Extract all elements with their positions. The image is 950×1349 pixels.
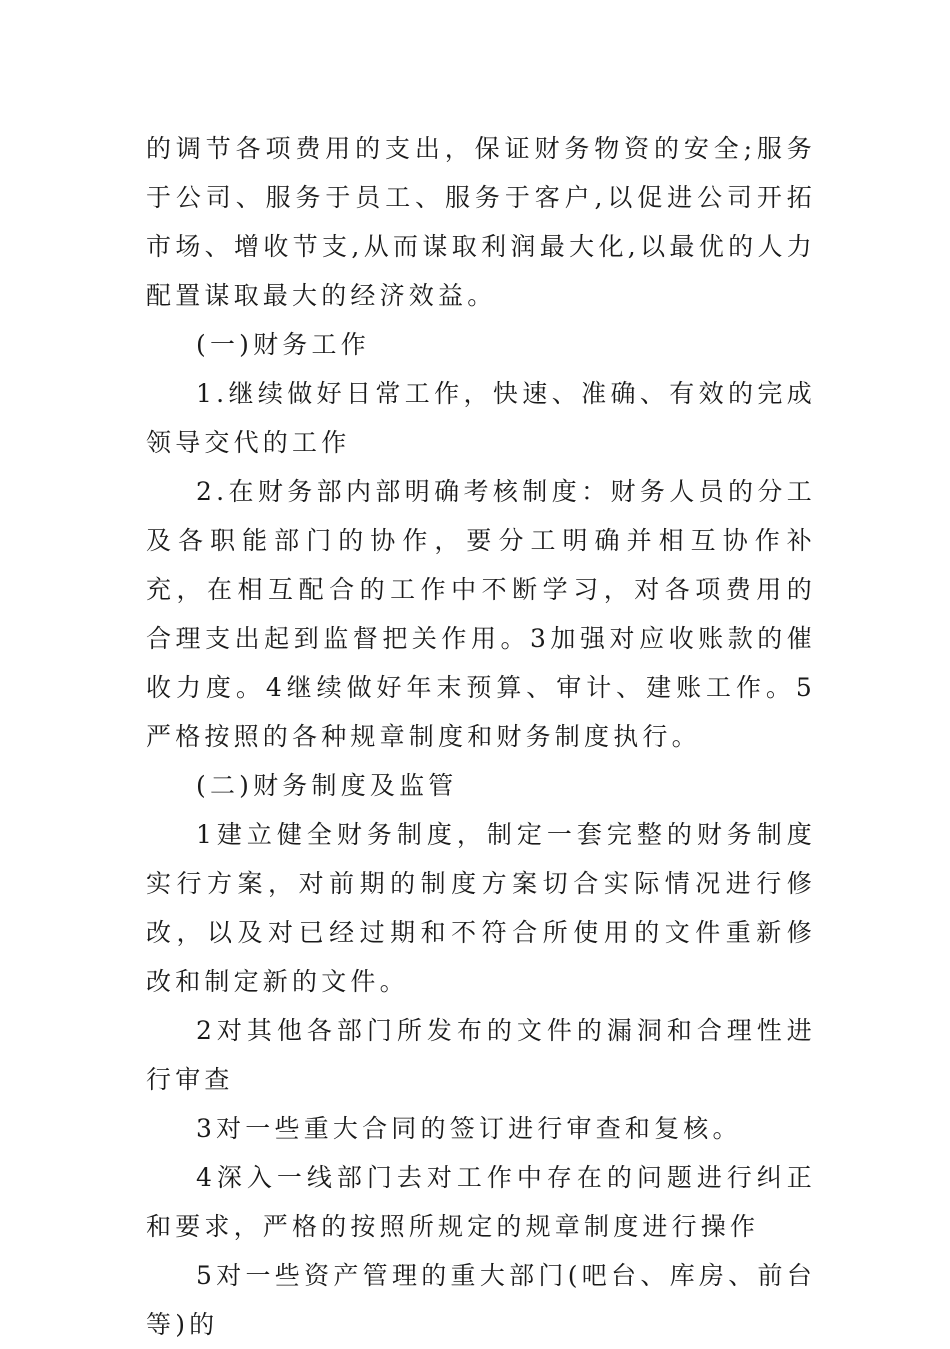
paragraph-system-item-2: 2对其他各部门所发布的文件的漏洞和合理性进行审查 xyxy=(146,1016,816,1094)
paragraph-system-item-4: 4深入一线部门去对工作中存在的问题进行纠正和要求，严格的按照所规定的规章制度进行操作 xyxy=(146,1163,816,1241)
paragraph-finance-item-1: 1.继续做好日常工作，快速、准确、有效的完成领导交代的工作 xyxy=(146,379,816,457)
paragraph-system-item-5: 5对一些资产管理的重大部门(吧台、库房、前台等)的 xyxy=(146,1261,816,1339)
paragraph-finance-item-2: 2.在财务部内部明确考核制度：财务人员的分工及各职能部门的协作，要分工明确并相互协作补充，在相互配合的工作中不断学习，对各项费用的合理支出起到监督把关作用。3加强对应收账款的催收力度。4继续做好年末预算、审计、建账工作。5严格按照的各种规章制度和财务制度执行。 xyxy=(146,477,816,751)
section-heading-finance-system: (二)财务制度及监管 xyxy=(196,771,458,800)
paragraph-system-item-1: 1建立健全财务制度，制定一套完整的财务制度实行方案，对前期的制度方案切合实际情况进行修改，以及对已经过期和不符合所使用的文件重新修改和制定新的文件。 xyxy=(146,820,816,996)
document-body xyxy=(146,124,816,1349)
paragraph-intro-continuation: 的调节各项费用的支出，保证财务物资的安全;服务于公司、服务于员工、服务于客户,以促进公司开拓市场、增收节支,从而谋取利润最大化,以最优的人力配置谋取最大的经济效益。 xyxy=(146,134,816,310)
section-heading-finance-work: (一)财务工作 xyxy=(196,330,370,359)
paragraph-system-item-3: 3对一些重大合同的签订进行审查和复核。 xyxy=(196,1114,742,1143)
